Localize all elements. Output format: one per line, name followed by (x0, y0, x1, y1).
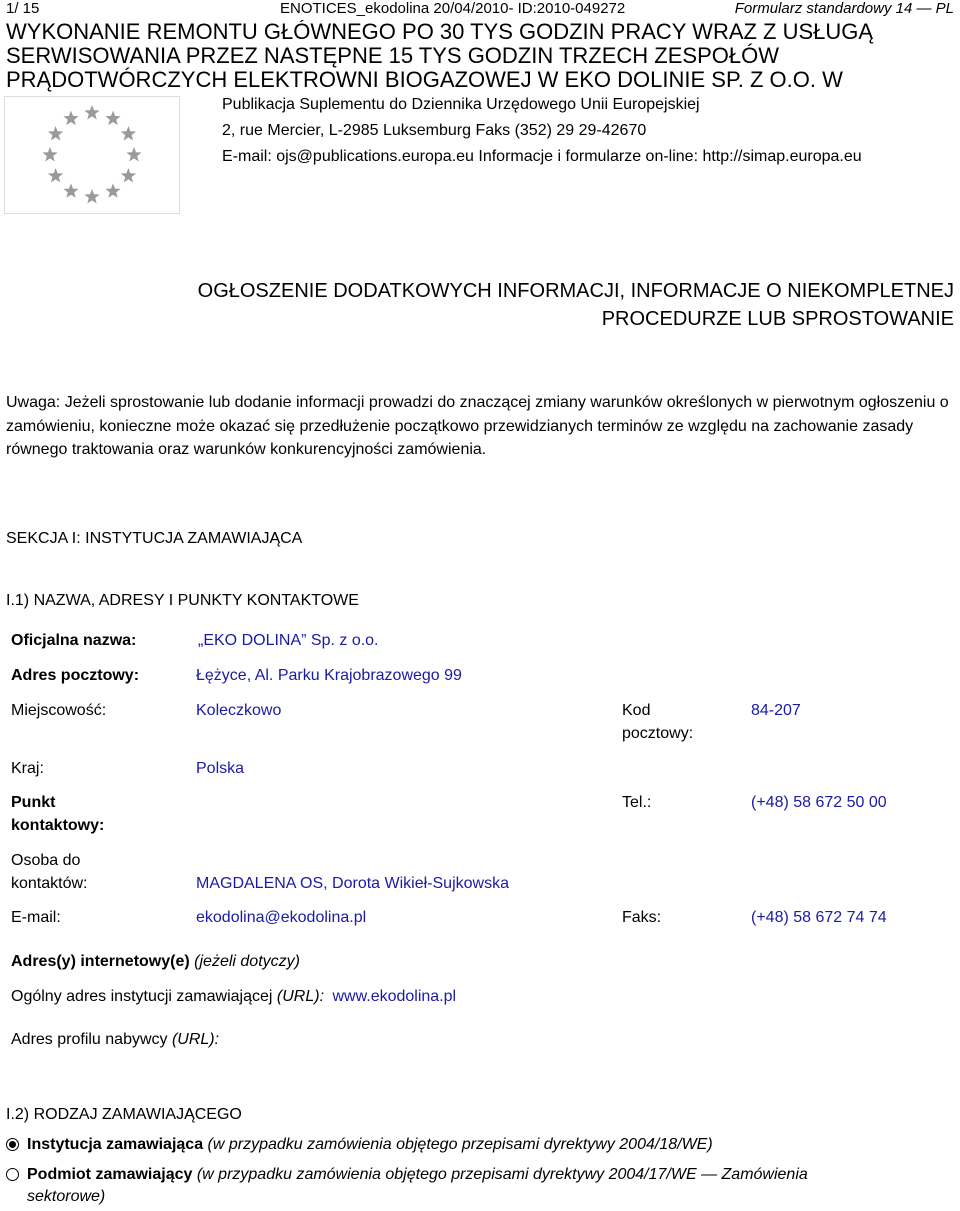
publication-contact: E-mail: ojs@publications.europa.eu Informacje i formularze on-line: http://simap.europa.eu (222, 148, 862, 165)
star-icon (42, 147, 57, 162)
postal-code-label-2: pocztowy: (622, 725, 694, 742)
notice-id: ENOTICES_ekodolina 20/04/2010- ID:2010-049272 (280, 0, 626, 17)
radio-contracting-authority[interactable] (6, 1138, 19, 1151)
warning-paragraph: Uwaga: Jeżeli sprostowanie lub dodanie informacji prowadzi do znaczącej zmiany warunków określonych w pierwotnym ogłoszeniu o zamówieniu, konieczne może okazać się przedłużenie początkowo przewidzianych terminów ze względu na zachowanie zasady równego traktowania oraz warunków konkurencyjności zamówienia. (6, 394, 949, 458)
option-2-note-1: (w przypadku zamówienia objętego przepisami dyrektywy 2004/17/WE — Zamówienia (196, 1166, 808, 1183)
star-icon (84, 105, 99, 120)
section-title: SEKCJA I: INSTYTUCJA ZAMAWIAJĄCA (6, 530, 303, 547)
eu-stars-icon (5, 97, 179, 213)
internet-address-heading (11, 951, 300, 972)
email-value[interactable]: ekodolina@ekodolina.pl (196, 909, 367, 926)
country-value: Polska (196, 760, 245, 777)
contact-person-label-1: Osoba do (11, 852, 81, 869)
star-icon (105, 183, 120, 197)
subsection-title: I.1) NAZWA, ADRESY I PUNKTY KONTAKTOWE (6, 592, 359, 609)
contact-person-label-2: kontaktów: (11, 875, 88, 892)
general-address-url-tag: (URL): (276, 988, 325, 1005)
internet-address-label: Adres(y) internetowy(e) (11, 953, 190, 970)
page-header-bar (6, 0, 954, 18)
star-icon (63, 111, 78, 126)
fax-value: (+48) 58 672 74 74 (751, 909, 887, 926)
postal-code-value: 84-207 (751, 702, 801, 719)
option-1-label: Instytucja zamawiająca (27, 1136, 204, 1153)
star-icon (63, 183, 78, 197)
title-line: WYKONANIE REMONTU GŁÓWNEGO PO 30 TYS GODZIN PRACY WRAZ Z USŁUGĄ (6, 20, 874, 44)
city-label: Miejscowość: (11, 702, 107, 719)
buyer-profile-row (11, 1029, 219, 1050)
phone-value: (+48) 58 672 50 00 (751, 794, 887, 811)
buyer-profile-label: Adres profilu nabywcy (11, 1031, 168, 1048)
document-title (6, 20, 956, 92)
page-number: 1/ 15 (6, 0, 40, 17)
title-line: SERWISOWANIA PRZEZ NASTĘPNE 15 TYS GODZIN TRZECH ZESPOŁÓW (6, 43, 779, 68)
general-address-row (11, 986, 456, 1007)
fax-label: Faks: (622, 909, 662, 926)
internet-address-note: (jeżeli dotyczy) (194, 953, 300, 970)
country-label: Kraj: (11, 760, 44, 777)
title-line: PRĄDOTWÓRCZYCH ELEKTROWNI BIOGAZOWEJ W EKO DOLINIE SP. Z O.O. W (6, 67, 843, 92)
phone-label: Tel.: (622, 794, 652, 811)
option-2-label: Podmiot zamawiający (27, 1166, 193, 1183)
star-icon (48, 168, 63, 183)
notice-heading-line-1: OGŁOSZENIE DODATKOWYCH INFORMACJI, INFORMACJE O NIEKOMPLETNEJ (197, 280, 954, 302)
star-icon (121, 168, 136, 183)
publication-line-1: Publikacja Suplementu do Dziennika Urzędowego Unii Europejskiej (222, 96, 700, 113)
option-contracting-entity (27, 1164, 808, 1185)
option-2-note-2: sektorowe) (27, 1188, 106, 1205)
postal-address-label: Adres pocztowy: (11, 667, 140, 684)
option-1-note: (w przypadku zamówienia objętego przepisami dyrektywy 2004/18/WE) (207, 1136, 713, 1153)
star-icon (48, 126, 63, 141)
email-label: E-mail: (11, 909, 61, 926)
form-name: Formularz standardowy 14 — PL (734, 0, 954, 17)
general-address-label: Ogólny adres instytucji zamawiającej (11, 988, 273, 1005)
postal-code-label-1: Kod (622, 702, 651, 719)
star-icon (121, 126, 136, 141)
radio-contracting-entity[interactable] (6, 1168, 19, 1181)
general-address-value[interactable]: www.ekodolina.pl (332, 988, 457, 1005)
star-icon (126, 147, 141, 162)
buyer-profile-url-tag: (URL): (171, 1031, 220, 1048)
contact-person-value: MAGDALENA OS, Dorota Wikieł-Sujkowska (196, 875, 509, 892)
star-icon (105, 111, 120, 126)
postal-address-value: Łężyce, Al. Parku Krajobrazowego 99 (196, 667, 462, 684)
official-name-value: „EKO DOLINA” Sp. z o.o. (198, 632, 379, 649)
star-icon (84, 189, 99, 204)
eu-flag-logo (4, 96, 180, 214)
subsection-title-2: I.2) RODZAJ ZAMAWIAJĄCEGO (6, 1106, 242, 1123)
city-value: Koleczkowo (196, 702, 282, 719)
contact-point-label-2: kontaktowy: (11, 817, 105, 834)
option-contracting-authority (27, 1134, 713, 1155)
official-name-label: Oficjalna nazwa: (11, 632, 137, 649)
publication-address: 2, rue Mercier, L-2985 Luksemburg Faks (352) 29 29-42670 (222, 122, 647, 139)
notice-heading-line-2: PROCEDURZE LUB SPROSTOWANIE (601, 308, 954, 330)
contact-point-label-1: Punkt (11, 794, 56, 811)
